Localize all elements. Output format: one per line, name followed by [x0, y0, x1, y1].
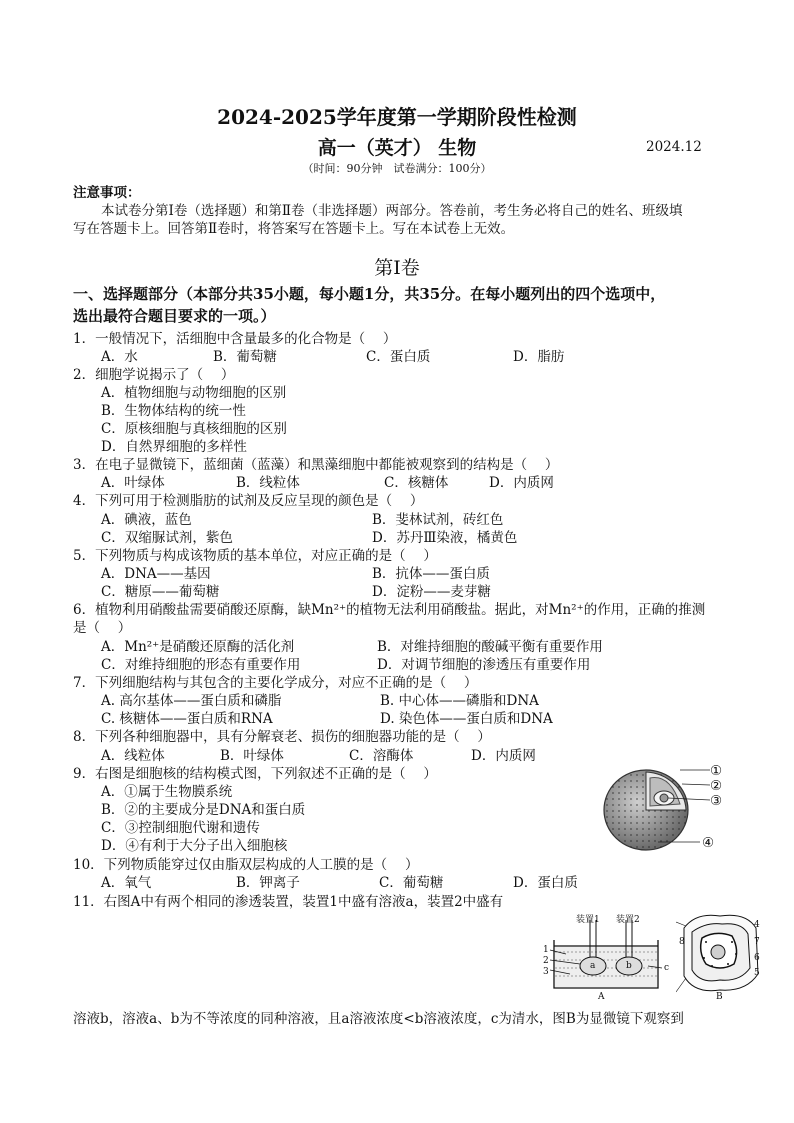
option-c: C．双缩脲试剂，紫色: [101, 530, 233, 546]
option-a: A．碘液，蓝色: [101, 512, 192, 528]
option-b: B．叶绿体: [220, 748, 284, 764]
option-a: A．水: [101, 349, 138, 365]
cell-label-7: 7: [754, 937, 760, 947]
option-b: B．②的主要成分是DNA和蛋白质: [101, 802, 306, 818]
question-stem: 是（ ）: [73, 620, 132, 636]
option-c: C．核糖体: [384, 475, 449, 491]
option-b: B．葡萄糖: [213, 349, 277, 365]
section-heading: 选出最符合题目要求的一项。）: [73, 307, 276, 325]
exam-time-note: （时间：90分钟 试卷满分：100分）: [302, 162, 492, 175]
part-title: 第Ⅰ卷: [374, 257, 420, 279]
question-stem: 6．植物利用硝酸盐需要硝酸还原酶，缺Mn²⁺的植物无法利用硝酸盐。据此，对Mn²⁺的作用，正确的推测: [73, 602, 706, 618]
plant-cell-diagram-b: [676, 908, 766, 1000]
option-a: A．叶绿体: [101, 475, 165, 491]
exam-title: 2024-2025学年度第一学期阶段性检测: [217, 105, 577, 129]
option-b: B．对维持细胞的酸碱平衡有重要作用: [377, 639, 603, 655]
option-d: D．脂肪: [513, 349, 565, 365]
question-stem: 10．下列物质能穿过仅由脂双层构成的人工膜的是（ ）: [73, 857, 419, 873]
device-2-label: 装置2: [616, 915, 640, 925]
device-1-label: 装置1: [576, 915, 600, 925]
nucleus-label-1: ①: [710, 763, 723, 779]
option-c: C．葡萄糖: [379, 875, 444, 891]
notice-line: 本试卷分第Ⅰ卷（选择题）和第Ⅱ卷（非选择题）两部分。答卷前，考生务必将自己的姓名、班级填: [101, 203, 683, 219]
nucleus-label-4: ④: [702, 835, 715, 851]
question-stem: 5．下列物质与构成该物质的基本单位，对应正确的是（ ）: [73, 548, 437, 564]
solution-a-label: a: [590, 961, 596, 971]
option-c: C．原核细胞与真核细胞的区别: [101, 421, 287, 437]
option-b: B．线粒体: [236, 475, 300, 491]
question-stem: 溶液b，溶液a、b为不等浓度的同种溶液，且a溶液浓度<b溶液浓度，c为清水，图B为显微镜下观察到: [73, 1011, 684, 1027]
question-stem: 7．下列细胞结构与其包含的主要化学成分，对应不正确的是（ ）: [73, 675, 478, 691]
question-stem: 4．下列可用于检测脂肪的试剂及反应呈现的颜色是（ ）: [73, 493, 424, 509]
cell-label-8: 8: [679, 937, 685, 947]
figure-a-label: A: [598, 992, 605, 1002]
question-stem: 2．细胞学说揭示了（ ）: [73, 367, 235, 383]
option-a: A. 高尔基体——蛋白质和磷脂: [101, 693, 282, 709]
question-stem: 3．在电子显微镜下，蓝细菌（蓝藻）和黑藻细胞中都能被观察到的结构是（ ）: [73, 457, 559, 473]
nucleus-label-3: ③: [710, 793, 723, 809]
option-d: D．淀粉——麦芽糖: [372, 584, 491, 600]
option-a: A．氧气: [101, 875, 152, 891]
water-c-label: c: [664, 963, 670, 973]
option-b: B．抗体——蛋白质: [372, 566, 490, 582]
option-d: D. 染色体——蛋白质和DNA: [380, 711, 553, 727]
option-c: C．蛋白质: [366, 349, 431, 365]
notice-line: 写在答题卡上。回答第Ⅱ卷时，将答案写在答题卡上。写在本试卷上无效。: [73, 221, 515, 237]
option-a: A．植物细胞与动物细胞的区别: [101, 385, 287, 401]
num-label: 1: [543, 945, 549, 955]
option-b: B．斐林试剂，砖红色: [372, 512, 504, 528]
option-d: D．对调节细胞的渗透压有重要作用: [377, 657, 591, 673]
figure-b-label: B: [716, 992, 723, 1002]
option-d: D．蛋白质: [513, 875, 578, 891]
notice-heading: 注意事项：: [73, 185, 141, 201]
option-b: B．钾离子: [236, 875, 300, 891]
option-a: A．DNA——基因: [101, 566, 211, 582]
option-c: C. 核糖体——蛋白质和RNA: [101, 711, 273, 727]
solution-b-label: b: [626, 961, 632, 971]
option-c: C．对维持细胞的形态有重要作用: [101, 657, 301, 673]
question-stem: 11．右图A中有两个相同的渗透装置，装置1中盛有溶液a，装置2中盛有: [73, 894, 504, 910]
option-b: B. 中心体——磷脂和DNA: [380, 693, 539, 709]
nucleus-label-2: ②: [710, 778, 723, 794]
num-label: 2: [543, 956, 549, 966]
option-a: A．线粒体: [101, 748, 165, 764]
option-d: D．自然界细胞的多样性: [101, 439, 247, 455]
question-stem: 1．一般情况下，活细胞中含量最多的化合物是（ ）: [73, 331, 397, 347]
option-a: A．①属于生物膜系统: [101, 784, 233, 800]
cell-label-6: 6: [754, 953, 760, 963]
option-d: D．苏丹Ⅲ染液，橘黄色: [372, 530, 518, 546]
question-stem: 8．下列各种细胞器中，具有分解衰老、损伤的细胞器功能的是（ ）: [73, 729, 491, 745]
option-d: D．内质网: [471, 748, 536, 764]
section-heading: 一、选择题部分（本部分共35小题，每小题1分，共35分。在每小题列出的四个选项中，: [73, 285, 666, 303]
exam-subtitle: 高一（英才） 生物: [317, 137, 477, 159]
option-c: C．糖原——葡萄糖: [101, 584, 220, 600]
num-label: 3: [543, 967, 549, 977]
option-a: A．Mn²⁺是硝酸还原酶的活化剂: [101, 639, 295, 655]
option-c: C．溶酶体: [349, 748, 414, 764]
option-b: B．生物体结构的统一性: [101, 403, 246, 419]
leader-line-2: [682, 784, 710, 785]
question-stem: 9．右图是细胞核的结构模式图，下列叙述不正确的是（ ）: [73, 766, 437, 782]
cell-label-4: 4: [754, 920, 760, 930]
osmosis-diagram-a: [540, 908, 680, 1003]
cell-label-5: 5: [754, 968, 760, 978]
option-c: C．③控制细胞代谢和遗传: [101, 820, 260, 836]
option-d: D．④有利于大分子出入细胞核: [101, 838, 288, 854]
option-d: D．内质网: [489, 475, 554, 491]
exam-date: 2024.12: [646, 139, 702, 155]
